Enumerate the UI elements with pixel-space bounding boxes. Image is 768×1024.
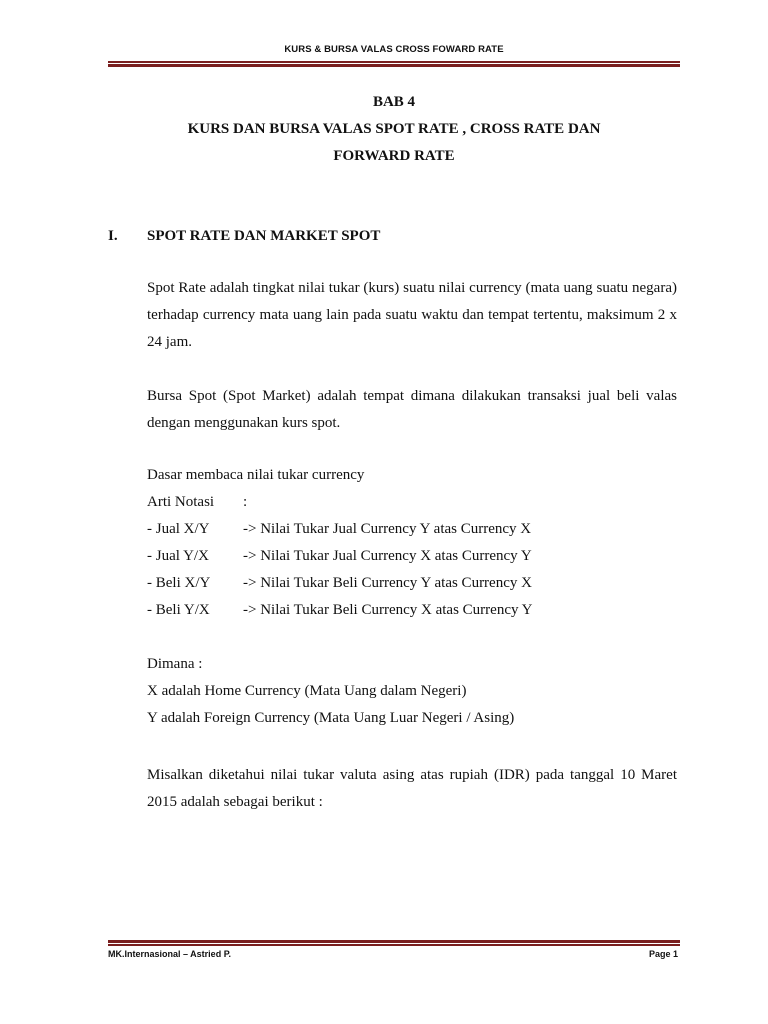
section-title: SPOT RATE DAN MARKET SPOT <box>147 228 381 244</box>
y-definition: Y adalah Foreign Currency (Mata Uang Luar Negeri / Asing) <box>147 710 515 726</box>
footer-author: MK.Internasional – Astried P. <box>108 949 232 959</box>
section-number: I. <box>108 228 118 244</box>
running-header: KURS & BURSA VALAS CROSS FOWARD RATE <box>284 44 504 55</box>
notation-term: - Beli X/Y <box>147 575 211 591</box>
notation-label: Arti Notasi <box>147 494 215 510</box>
notation-meaning: -> Nilai Tukar Jual Currency Y atas Currency X <box>243 521 532 537</box>
spot-rate-paragraph: Spot Rate adalah tingkat nilai tukar (kurs) suatu nilai currency (mata uang suatu negara) terhadap currency mata uang lain pada suatu waktu dan tempat tertentu, maksimum 2 x 24 jam. <box>147 280 677 350</box>
dimana-label: Dimana : <box>147 656 203 672</box>
notation-term: - Jual Y/X <box>147 548 209 564</box>
chapter-title-line2: FORWARD RATE <box>333 148 455 164</box>
notation-term: - Jual X/Y <box>147 521 210 537</box>
notation-term: - Beli Y/X <box>147 602 210 618</box>
bursa-spot-paragraph: Bursa Spot (Spot Market) adalah tempat dimana dilakukan transaksi jual beli valas dengan menggunakan kurs spot. <box>147 388 677 431</box>
notation-intro: Dasar membaca nilai tukar currency <box>147 467 365 483</box>
chapter-label: BAB 4 <box>372 94 416 110</box>
notation-colon: : <box>243 494 248 510</box>
x-definition: X adalah Home Currency (Mata Uang dalam Negeri) <box>147 683 467 699</box>
chapter-title-line1: KURS DAN BURSA VALAS SPOT RATE , CROSS RATE DAN <box>187 121 601 137</box>
footer-divider <box>108 940 680 946</box>
page-number: Page 1 <box>648 949 678 959</box>
notation-meaning: -> Nilai Tukar Beli Currency Y atas Currency X <box>243 575 532 591</box>
notation-meaning: -> Nilai Tukar Beli Currency X atas Currency Y <box>243 602 533 618</box>
header-divider <box>108 61 680 67</box>
notation-meaning: -> Nilai Tukar Jual Currency X atas Currency Y <box>243 548 532 564</box>
misalkan-paragraph: Misalkan diketahui nilai tukar valuta asing atas rupiah (IDR) pada tanggal 10 Maret 2015 adalah sebagai berikut : <box>147 767 677 810</box>
